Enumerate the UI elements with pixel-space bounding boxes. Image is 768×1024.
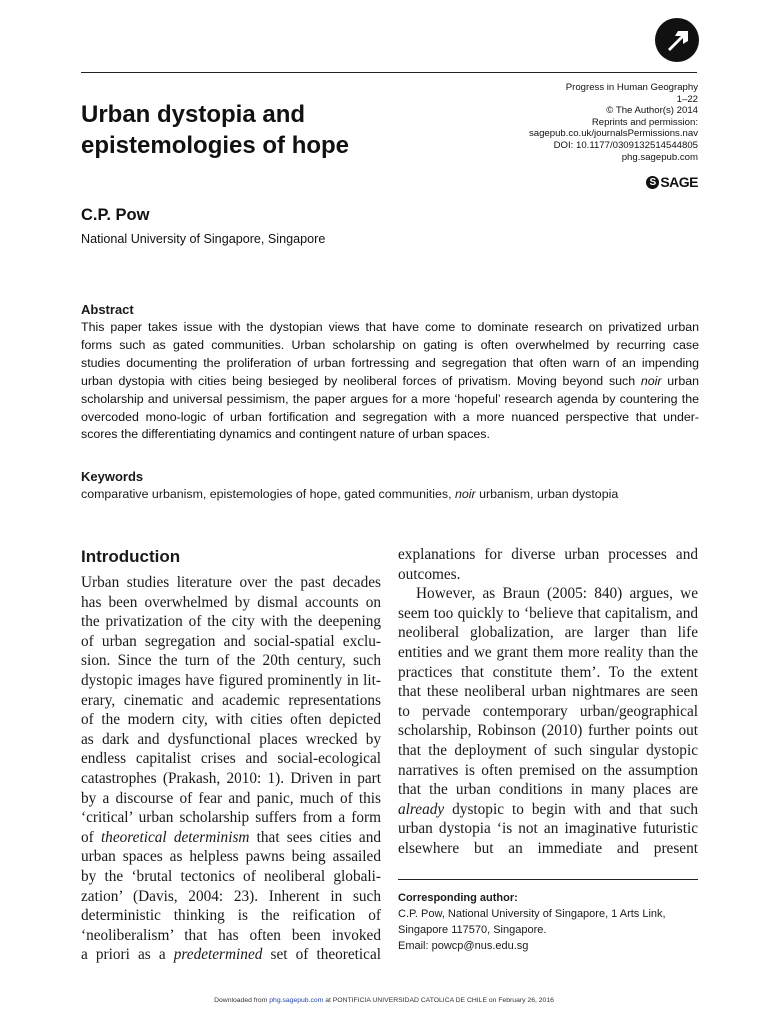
corresponding-address: Singapore 117570, Singapore. [398, 924, 547, 936]
abstract-line: This paper takes issue with the dystopian views that have come to dominate research on privatized urban [81, 320, 699, 334]
body-line: sion. Since the turn of the 20th century, such [81, 652, 381, 670]
body-line: urban spaces as helpless pawns being assailed [81, 848, 381, 866]
abstract-line: studies documenting the proliferation of urban fortressing and segregation that often warn of an impending [81, 355, 699, 370]
journal-info [398, 82, 698, 163]
abstract-body [81, 319, 699, 444]
body-line: erary, cinematic and academic representations [81, 691, 381, 709]
journal-name: Progress in Human Geography [565, 82, 698, 93]
abstract-line: urban dystopia with cities being besieged by neoliberal forces of privatism. Moving beyond such noir urban [81, 373, 699, 388]
doi[interactable]: DOI: 10.1177/0309132514544805 [553, 139, 698, 151]
footer-suffix: at PONTIFICIA UNIVERSIDAD CATOLICA DE CHILE on February 26, 2016 [325, 997, 554, 1004]
body-column-left [81, 573, 381, 965]
abstract-line: scholarship and universal pessimism, the paper argues for a more ‘hopeful’ research agenda by countering the [81, 391, 699, 406]
permissions-link[interactable]: sagepub.co.uk/journalsPermissions.nav [528, 128, 698, 140]
page-range: 1–22 [676, 93, 698, 105]
body-line: already dystopic to begin with and that such [398, 800, 698, 818]
body-line: practices that constitute them’. To the extent [398, 663, 698, 681]
sage-logo [646, 174, 698, 190]
keywords-list: comparative urbanism, epistemologies of hope, gated communities, noir urbanism, urban dystopia [81, 487, 619, 501]
corresponding-author [398, 890, 703, 954]
footer-link[interactable]: phg.sagepub.com [269, 997, 324, 1004]
body-line: to pervade contemporary urban/geographical [398, 702, 698, 720]
body-line: by a discourse of fear and panic, much of this [81, 789, 381, 807]
body-line: seem too quickly to ‘believe that capitalism, and [398, 604, 698, 622]
body-line: narratives is often premised on the assumption [398, 761, 698, 779]
body-line: explanations for diverse urban processes and [398, 546, 698, 563]
header-rule [81, 72, 697, 73]
body-line: outcomes. [398, 565, 461, 583]
body-line: endless capitalist crises and social-ecological [81, 750, 381, 768]
body-line: as dark and dysfunctional places wrecked by [81, 730, 381, 748]
body-line: deterministic thinking is the reification of [81, 907, 381, 925]
body-line: the privatization of the city with the deepening [81, 613, 381, 631]
footer-prefix: Downloaded from [214, 997, 268, 1004]
abstract-heading: Abstract [81, 302, 134, 317]
body-line: by the ‘brutal tectonics of neoliberal globali- [81, 867, 381, 885]
body-line: urban dystopia ‘is not an imaginative futuristic [398, 820, 698, 838]
body-line: catastrophes (Prakash, 2010: 1). Driven in part [81, 769, 381, 787]
body-line: ‘critical’ urban scholarship suffers from a form [81, 809, 381, 827]
footnote-rule [398, 879, 698, 880]
body-line: that the urban conditions in many places are [398, 781, 698, 799]
body-line: a priori as a predetermined set of theoretical [81, 946, 381, 964]
body-line: neoliberal globalization, are larger than life [398, 624, 698, 642]
body-line: dystopic images have figured prominently in lit- [81, 671, 381, 689]
corresponding-email[interactable]: Email: powcp@nus.edu.sg [398, 940, 529, 952]
copyright: © The Author(s) 2014 [606, 105, 698, 117]
abstract-line: scores the differentiating dynamics and contingent nature of urban spaces. [81, 427, 490, 442]
body-line: However, as Braun (2005: 840) argues, we [416, 585, 698, 603]
body-line: zation’ (Davis, 2004: 23). Inherent in such [81, 887, 381, 905]
journal-url[interactable]: phg.sagepub.com [621, 151, 698, 163]
body-line: Urban studies literature over the past decades [81, 574, 381, 591]
abstract-line: overcoded mono-logic of urban fortification and segregation with a more nuanced perspective that under- [81, 409, 699, 424]
sage-mark-icon: S [646, 176, 659, 189]
introduction-heading: Introduction [81, 547, 181, 566]
reprints-label: Reprints and permission: [591, 116, 698, 128]
body-line: has been overwhelmed by dismal accounts on [81, 593, 381, 611]
abstract-line: forms such as gated communities. Urban scholarship on gating is often overwhelmed by recurring case [81, 337, 699, 352]
body-line: entities and we grant them more reality than the [398, 643, 698, 661]
sage-wordmark: SAGE [660, 174, 698, 190]
download-footer [0, 997, 768, 1004]
body-line: ‘neoliberalism’ that has often been invoked [81, 926, 381, 944]
body-column-right [398, 545, 698, 859]
body-line: that the deployment of such singular dystopic [398, 741, 698, 759]
body-line: of theoretical determinism that sees cities and [81, 828, 381, 846]
keywords-heading: Keywords [81, 469, 144, 484]
article-title: Urban dystopia and epistemologies of hope [81, 101, 350, 159]
corresponding-heading: Corresponding author: [398, 892, 518, 904]
body-line: scholarship, Robinson (2010) further points out [398, 722, 698, 740]
open-access-logo-icon [655, 18, 699, 62]
corresponding-address: C.P. Pow, National University of Singapore, 1 Arts Link, [398, 908, 666, 920]
body-line: of urban segregation and social-spatial exclu- [81, 632, 381, 650]
author-name: C.P. Pow [81, 206, 150, 224]
body-line: that these neoliberal urban nightmares are seen [398, 683, 698, 701]
author-affiliation: National University of Singapore, Singapore [81, 232, 326, 246]
body-line: of the modern city, with cities often depicted [81, 711, 381, 729]
body-line: elsewhere but an immediate and present [398, 839, 698, 857]
